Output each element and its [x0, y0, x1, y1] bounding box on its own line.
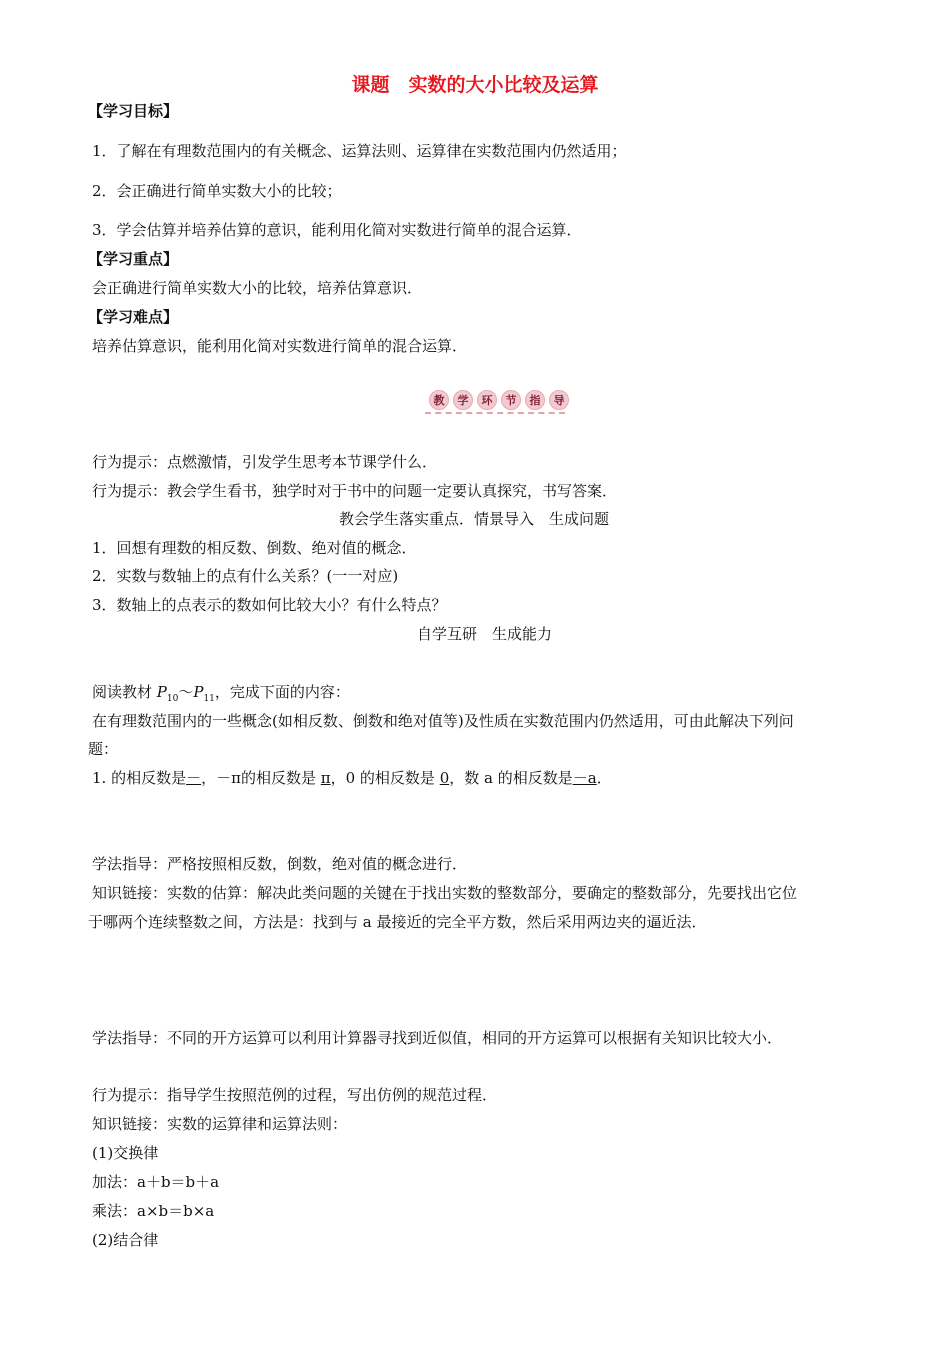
- badge-char: 节: [501, 390, 521, 410]
- page-start-letter: P: [156, 683, 167, 701]
- behavior-hint-1: 行为提示：点燃激情，引发学生思考本节课学什么．: [92, 453, 438, 471]
- reading-prefix: 阅读教材: [92, 683, 157, 701]
- answer-3: 0: [439, 769, 450, 787]
- question-2: 2．实数与数轴上的点有什么关系？(一一对应): [92, 567, 399, 585]
- knowledge-link-1-line-1: 知识链接：实数的估算：解决此类问题的关键在于找出实数的整数部分，要确定的整数部分，先要找出它位: [92, 884, 798, 902]
- difficulties-text: 培养估算意识，能利用化简对实数进行简单的混合运算．: [92, 337, 468, 355]
- answer-1: －: [186, 769, 202, 787]
- badge-char: 指: [525, 390, 545, 410]
- behavior-hint-2: 行为提示：教会学生看书，独学时对于书中的问题一定要认真探究，书写答案．: [92, 482, 618, 500]
- question-3: 3．数轴上的点表示的数如何比较大小？有什么特点？: [92, 596, 447, 614]
- section-heading-intro: 教会学生落实重点．情景导入 生成问题: [339, 510, 610, 528]
- law-associative: (2)结合律: [92, 1231, 159, 1249]
- law-addition: 加法：a＋b＝b＋a: [92, 1173, 220, 1191]
- page-title: 课题 实数的大小比较及运算: [351, 74, 599, 96]
- knowledge-link-2: 知识链接：实数的运算律和运算法则：: [92, 1115, 348, 1133]
- exercise-1: [92, 767, 612, 789]
- section-heading-self-study: 自学互研 生成能力: [417, 625, 553, 643]
- section-badge: [425, 390, 565, 416]
- objective-item-1: 1．了解在有理数范围内的有关概念、运算法则、运算律在实数范围内仍然适用；: [92, 142, 627, 160]
- method-guide-2: 学法指导：不同的开方运算可以利用计算器寻找到近似值，相同的开方运算可以根据有关知识比较大小．: [92, 1029, 783, 1047]
- exercise-text-3: ，0 的相反数是: [330, 769, 435, 787]
- reading-paragraph-1: 在有理数范围内的一些概念(如相反数、倒数和绝对值等)及性质在实数范围内仍然适用，可由此解决下列问: [92, 712, 794, 730]
- objective-item-2: 2．会正确进行简单实数大小的比较；: [92, 182, 342, 200]
- exercise-text-2: ，－π的相反数是: [201, 769, 316, 787]
- exercise-text-4: ，数 a 的相反数是: [449, 769, 573, 787]
- badge-char: 导: [549, 390, 569, 410]
- answer-4: －a: [572, 769, 597, 787]
- difficulties-heading: 【学习难点】: [88, 308, 179, 326]
- answer-2: π: [320, 769, 331, 787]
- law-commutative: (1)交换律: [92, 1144, 159, 1162]
- objective-item-3: 3．学会估算并培养估算的意识，能利用化简对实数进行简单的混合运算．: [92, 221, 582, 239]
- badge-char: 环: [477, 390, 497, 410]
- reading-suffix: ，完成下面的内容：: [214, 683, 350, 701]
- badge-underline: [425, 412, 565, 414]
- page-end-letter: P: [193, 683, 204, 701]
- badge-char: 教: [429, 390, 449, 410]
- behavior-hint-3: 行为提示：指导学生按照范例的过程，写出仿例的规范过程．: [92, 1086, 498, 1104]
- page-end-number: 11: [203, 694, 215, 704]
- reading-line: [92, 681, 350, 710]
- knowledge-link-1-line-2: 于哪两个连续整数之间，方法是：找到与 a 最接近的完全平方数，然后采用两边夹的逼近法．: [88, 913, 707, 931]
- question-1: 1．回想有理数的相反数、倒数、绝对值的概念．: [92, 539, 417, 557]
- key-points-text: 会正确进行简单实数大小的比较，培养估算意识．: [92, 279, 423, 297]
- page-start-number: 10: [166, 694, 179, 704]
- exercise-text-1: 1. 的相反数是: [92, 769, 187, 787]
- objectives-heading: 【学习目标】: [88, 102, 179, 120]
- reading-paragraph-2: 题：: [88, 740, 119, 758]
- key-points-heading: 【学习重点】: [88, 250, 179, 268]
- law-multiplication: 乘法：a×b＝b×a: [92, 1202, 215, 1220]
- badge-char: 学: [453, 390, 473, 410]
- exercise-text-5: ．: [596, 769, 612, 787]
- method-guide-1: 学法指导：严格按照相反数，倒数，绝对值的概念进行．: [92, 855, 468, 873]
- reading-tilde: ～: [178, 683, 194, 701]
